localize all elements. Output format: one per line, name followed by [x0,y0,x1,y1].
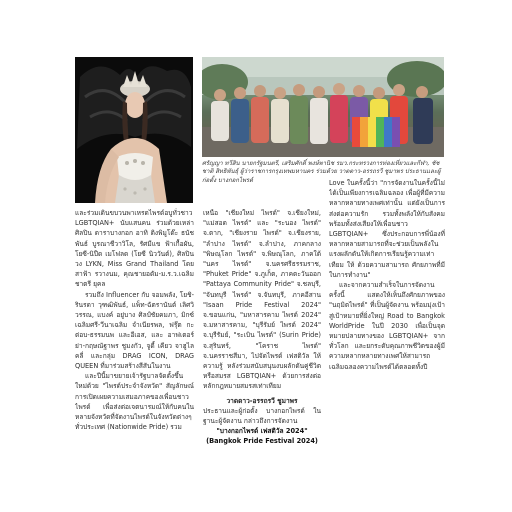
event-title-thai: "บางกอกไพรด์ เฟสติวัล 2024" [216,427,308,436]
photo-caption: ศรัญญา ทวีสิน นายกรัฐมนตรี, เสริมศักดิ์ พงษ์พานิช รมว.กระทรวงการท่องเที่ยวและกีฬา, ชัชชาติ สิทธิพันธุ์ ผู้ว่าราชการกรุงเทพมหานคร ร่วมด้วย วาดดาว-อรรถรวี ชูมาพร ประธานและผู้ก่อตั้ง บางกอกไพรด์ [202,160,441,184]
paragraph: และจากความสำเร็จในการจัดงานครั้งนี้ แสดงให้เห็นถึงศักยภาพของ "นฤมิตไพรด์" ที่เป็นผู้จัดงาน พร้อมมุ่งเป้าสู่เป้าหมายที่ยิ่งใหญ่ Road to Bangkok WorldPride ในปี 2030 เพื่อเป็นจุดหมายปลายทางของ LGBTQIAN+ จากทั่วโลก และยกระดับคุณภาพชีวิตของผู้มีความหลากหลายทางเพศให้สามารถเฉลิมฉลองความไพรด์ได้ตลอดทั้งปี [329,281,445,371]
photo-performer [75,57,193,203]
paragraph: เหนือ "เชียงใหม่ ไพรด์" จ.เชียงใหม่, "แม่สอด ไพรด์" และ "ระนอง ไพรด์" จ.ตาก, "เชียงราย ไพรด์" จ.เชียงราย, "ลำปาง ไพรด์" จ.ลำปาง, ภาคกลาง "พิษณุโลก ไพรด์" จ.พิษณุโลก, ภาคใต้ "นคร ไพรด์" จ.นครศรีธรรมราช, "Phuket Pride" จ.ภูเก็ต, ภาคตะวันออก "Pattaya Community Pride" จ.ชลบุรี, "จันทบุรี ไพรด์" จ.จันทบุรี, ภาคอีสาน "Isaan Pride Festival 2024" จ.ขอนแก่น, "มหาสารคาม ไพรด์ 2024" จ.มหาสารคาม, "บุรีรัมย์ ไพรด์ 2024" จ.บุรีรัมย์, "ระเบิน ไพรด์" (Surin Pride) จ.สุรินทร์, "โคราช ไพรด์" จ.นครราชสีมา, ไปจัดไพรด์ เฟสติวัล ให้ความรู้ หลังร่วมสนับสนุนงบผลักดันคู่ชีวิต หรือสมรส LGBTQIAN+ ด้วยการส่งต่อหลักกฎหมายสมรสเท่าเทียม [203,209,321,391]
paragraph: รวมถึง Influencer กับ จอมพลัง, โยชิ-รินรดา วุฑฒิพันธ์, แพ็ท-ฉัตรานันต์ เลิศวิวรรณ, แบงค์ อยู่บาง ศิลป์ชัยคมภา, มิกซ์ เฉลิมศรี-วีนาเฉลิม จำเนียรพล, ฟรุ๊ต กะต่อบ-ธรรมนพ และอีเอส, และ อาฟเตอร์ย่า-กฤษณัฐาพร ชูมงกัว, จูดี้ เคียว จาฮูไลคลี่ และกลุ่ม DRAG ICON, DRAG QUEEN ที่มาร่วมสร้างสีสันในงาน [75,290,194,371]
paragraph: และร่วมเดินขบวนพาเหรดไพรด์อบูทั่วชาว LGBTQIAN+ นับแสนคน ร่วมด้วยเหล่าศิลปิน ดาราบางกอก อาทิ ติงพิมูโด๊ะ ธนัชพันธ์ บูรณาชีวาวิโล, รัศมีแข ฟ้าเกื้อผัน, โยซี-นิปืด เมโฟลด (โยซี นิววันต์), ศิลปินวง LYKN, Miss Grand Thailand โดย สาฟ้า รวางนม, คุณชายอดัม-ม.ร.ว.เฉลิมชาตรี ยุคล [75,209,194,289]
event-title-english: (Bangkok Pride Festival 2024) [206,437,318,446]
speaker-name: วาดดาว-อรรถรวี ชูมาพร [226,396,298,405]
paragraph: และปีนี้มาขยายเจ้ารัฐบาลจัดตั้งขึ้นใหม่ด้วย "ไพรด์ประจำจังหวัด" สัญลักษณ์การเปิดเผยความเสมอภาคของเพื่อนชาวไพรด์ เพื่อส่งต่อเจตนารมณ์ให้กับคนในหลายจังหวัดที่จัดงานไพรด์ในจังหวัดต่างๆ ทั่วประเทศ (Nationwide Pride) รวม [75,372,194,432]
paragraph: Love ในครั้งนี้ว่า "การจัดงานในครั้งนี้ไม่ได้เป็นเพียงการเฉลิมฉลอง เพื่อผู้ที่มีความหลากหลายทางเพศเท่านั้น แต่ยังเป็นการส่งต่อความรัก รวมทั้งพลังให้กับสังคม พร้อมทั้งส่งเสียงให้เพื่อนชาว LGBTQIAN+ ซึ่งประกอบการพี่น้องที่หลากหลายสามารถที่จะช่วยเป็นพลังในแรงผลักดันให้เกิดการเรียนรู้ความเท่าเทียม ให้ ด้วยความสามารถ ศักยภาพที่มีในการทำงาน" [329,179,445,279]
article-column-3 [329,178,445,512]
article-column-1 [75,208,194,512]
photo-group-dignitaries [202,57,444,157]
paragraph: ประธานและผู้ก่อตั้ง บางกอกไพรด์ ในฐานะผู้จัดงาน กล่าวถึงการจัดงาน [203,406,321,426]
article-column-2 [203,208,321,512]
